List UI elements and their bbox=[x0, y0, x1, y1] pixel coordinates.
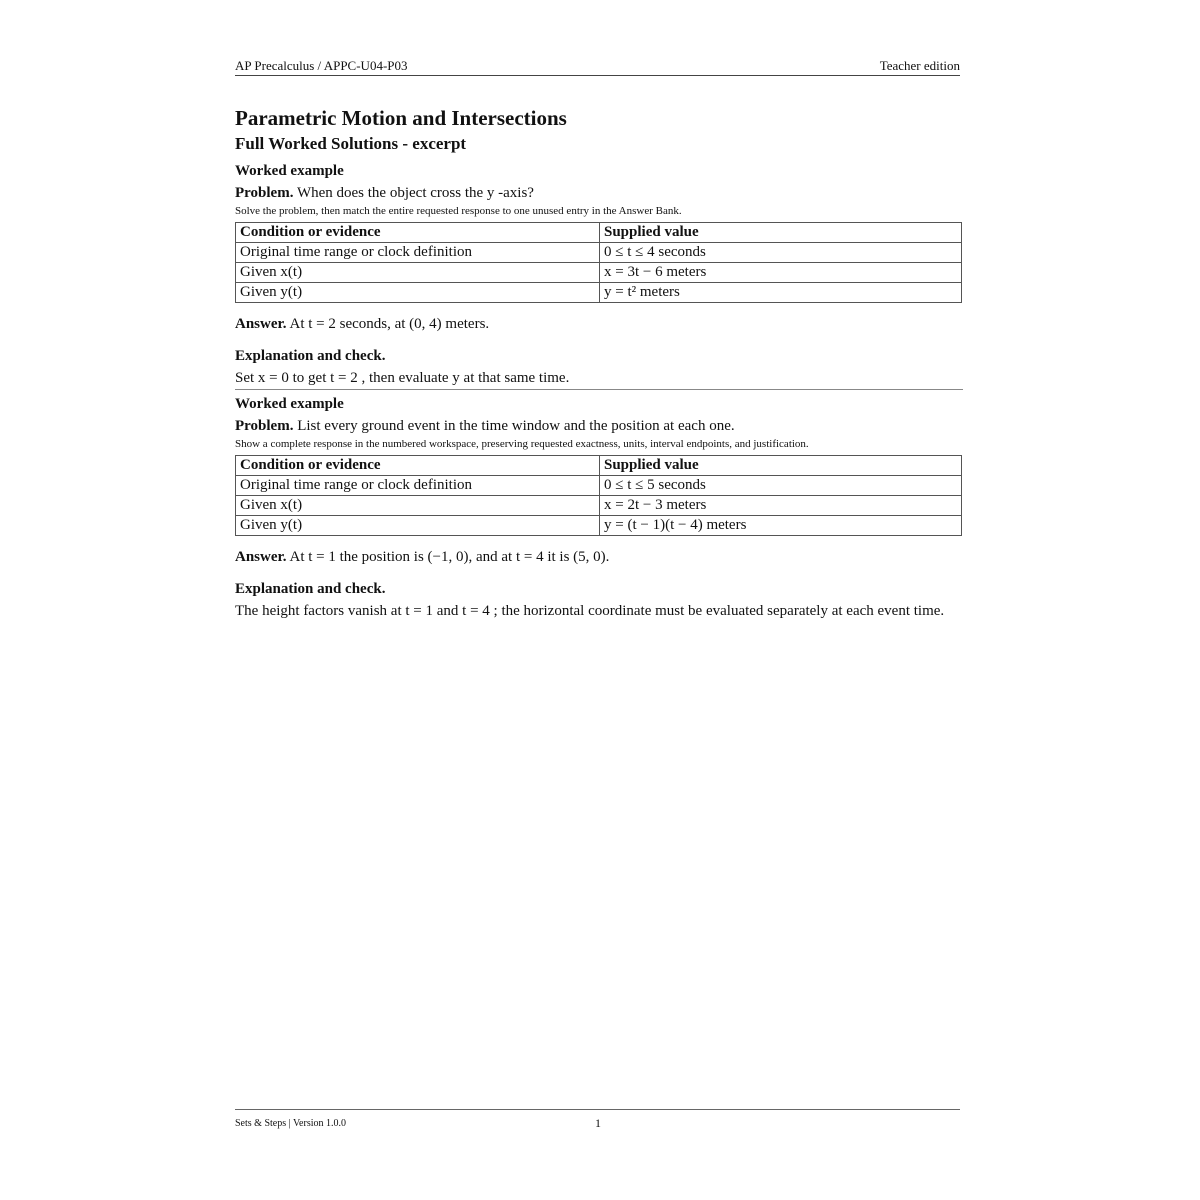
table-cell: Given y(t) bbox=[236, 283, 600, 303]
page-number: 1 bbox=[595, 1116, 601, 1130]
table-cell: y = (t − 1)(t − 4) meters bbox=[600, 516, 962, 536]
conditions-table bbox=[235, 455, 962, 536]
column-header: Supplied value bbox=[600, 223, 962, 243]
table-cell: Original time range or clock definition bbox=[236, 476, 600, 496]
footer-version: Sets & Steps | Version 1.0.0 bbox=[235, 1118, 346, 1129]
answer-label: Answer. bbox=[235, 549, 287, 565]
table-cell: 0 ≤ t ≤ 4 seconds bbox=[600, 243, 962, 263]
answer-text: At t = 1 the position is (−1, 0), and at t = 4 it is (5, 0). bbox=[289, 549, 610, 565]
section-divider bbox=[235, 389, 963, 390]
document-title: Parametric Motion and Intersections bbox=[235, 106, 567, 130]
table-row bbox=[236, 243, 962, 263]
column-header: Condition or evidence bbox=[236, 223, 600, 243]
answer-text: At t = 2 seconds, at (0, 4) meters. bbox=[289, 316, 490, 332]
running-footer bbox=[235, 1109, 960, 1134]
problem-text: List every ground event in the time window and the position at each one. bbox=[297, 418, 735, 434]
explanation-heading: Explanation and check. bbox=[235, 581, 386, 597]
table-cell: Given x(t) bbox=[236, 496, 600, 516]
header-edition: Teacher edition bbox=[879, 58, 960, 73]
worked-example-1 bbox=[235, 161, 963, 388]
problem-label: Problem. bbox=[235, 418, 294, 434]
column-header: Supplied value bbox=[600, 456, 962, 476]
table-row bbox=[236, 516, 962, 536]
running-header bbox=[235, 58, 960, 76]
table-header-row bbox=[236, 223, 962, 243]
example-heading: Worked example bbox=[235, 163, 344, 179]
column-header: Condition or evidence bbox=[236, 456, 600, 476]
answer bbox=[235, 314, 963, 334]
table-cell: Original time range or clock definition bbox=[236, 243, 600, 263]
table-cell: Given x(t) bbox=[236, 263, 600, 283]
worked-example-2 bbox=[235, 394, 963, 621]
header-course-code: AP Precalculus / APPC-U04-P03 bbox=[235, 58, 408, 73]
instructions: Solve the problem, then match the entire requested response to one unused entry in the Answer Bank. bbox=[235, 205, 682, 217]
table-cell: x = 3t − 6 meters bbox=[600, 263, 962, 283]
problem-text: When does the object cross the y -axis? bbox=[296, 185, 534, 201]
page bbox=[235, 0, 963, 1200]
table-cell: Given y(t) bbox=[236, 516, 600, 536]
problem-statement bbox=[235, 183, 963, 203]
table-row bbox=[236, 496, 962, 516]
table-cell: 0 ≤ t ≤ 5 seconds bbox=[600, 476, 962, 496]
table-cell: x = 2t − 3 meters bbox=[600, 496, 962, 516]
answer-label: Answer. bbox=[235, 316, 287, 332]
explanation-heading: Explanation and check. bbox=[235, 348, 386, 364]
instructions: Show a complete response in the numbered workspace, preserving requested exactness, units, interval endpoints, and justification. bbox=[235, 438, 809, 450]
conditions-table bbox=[235, 222, 962, 303]
table-row bbox=[236, 283, 962, 303]
problem-statement bbox=[235, 416, 963, 436]
table-header-row bbox=[236, 456, 962, 476]
explanation-text: The height factors vanish at t = 1 and t = 4 ; the horizontal coordinate must be evaluated separately at each event time. bbox=[235, 603, 945, 619]
table-row bbox=[236, 476, 962, 496]
example-heading: Worked example bbox=[235, 396, 344, 412]
document-subtitle: Full Worked Solutions - excerpt bbox=[235, 134, 467, 153]
table-row bbox=[236, 263, 962, 283]
table-cell: y = t² meters bbox=[600, 283, 962, 303]
problem-label: Problem. bbox=[235, 185, 294, 201]
explanation-text: Set x = 0 to get t = 2 , then evaluate y at that same time. bbox=[235, 370, 570, 386]
answer bbox=[235, 547, 963, 567]
